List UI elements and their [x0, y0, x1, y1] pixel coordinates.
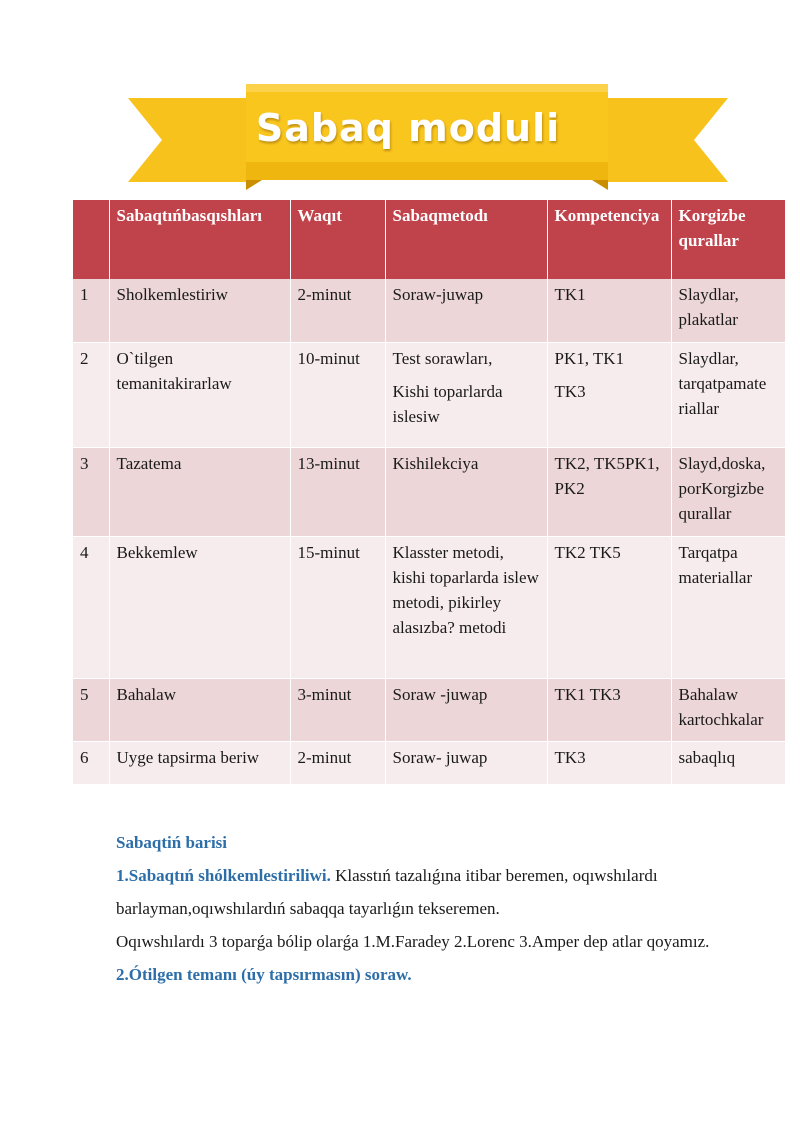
row-method: Soraw- juwap [385, 742, 547, 785]
row-competency: TK1 [547, 279, 671, 343]
section-heading: Sabaqtiń barisi [116, 833, 228, 852]
row-method: Soraw -juwap [385, 679, 547, 742]
row-competency: PK1, TK1 [554, 349, 625, 368]
row-tools: Tarqatpa materiallar [671, 537, 785, 679]
row-stage: Uyge tapsirma beriw [109, 742, 290, 785]
row-method: Klasster metodi, kishi toparlarda islew metodi, pikirley alasızba? metodi [385, 537, 547, 679]
row-competency: TK2, TK5PK1, PK2 [547, 448, 671, 537]
banner-title: Sabaq moduli [255, 106, 561, 150]
row-time: 15-minut [290, 537, 385, 679]
row-competency: TK2 TK5 [547, 537, 671, 679]
row-stage: Sholkemlestiriw [109, 279, 290, 343]
header-num [73, 200, 109, 279]
row-number: 4 [73, 537, 109, 679]
table-row [73, 537, 785, 679]
row-competency-extra: TK3 [554, 382, 586, 401]
row-method: Kishilekciya [385, 448, 547, 537]
header-time: Waqıt [290, 200, 385, 279]
row-tools: Bahalaw kartochkalar [671, 679, 785, 742]
row-number: 1 [73, 279, 109, 343]
header-method: Sabaqmetodı [385, 200, 547, 279]
row-tools: Slayd,doska, porKorgizbe qurallar [671, 448, 785, 537]
row-number: 3 [73, 448, 109, 537]
row-number: 5 [73, 679, 109, 742]
header-tools: Korgizbe qurallar [671, 200, 785, 279]
row-time: 10-minut [290, 343, 385, 448]
row-stage: O`tilgen temanitakirarlaw [109, 343, 290, 448]
row-time: 13-minut [290, 448, 385, 537]
table-row [73, 742, 785, 785]
row-tools: Slaydlar, tarqatpamate riallar [671, 343, 785, 448]
lesson-content [116, 826, 766, 991]
table-header-row [73, 200, 785, 279]
row-stage: Tazatema [109, 448, 290, 537]
row-time: 2-minut [290, 279, 385, 343]
row-competency: TK3 [547, 742, 671, 785]
lesson-table [73, 200, 786, 785]
row-competency-cell [547, 343, 671, 448]
row-stage: Bahalaw [109, 679, 290, 742]
row-tools: sabaqlıq [671, 742, 785, 785]
header-stage: Sabaqtıńbasqıshları [109, 200, 290, 279]
table-row [73, 679, 785, 742]
row-method-extra: Kishi toparlarda islesiw [392, 382, 503, 426]
row-method: Soraw-juwap [385, 279, 547, 343]
row-method: Test sorawları, [392, 349, 493, 368]
header-competency: Kompetenciya [547, 200, 671, 279]
paragraph-groups: Oqıwshılardı 3 toparǵa bólip olarǵa 1.M.Faradey 2.Lorenc 3.Amper dep atlar qoyamız. [116, 932, 710, 951]
row-time: 3-minut [290, 679, 385, 742]
row-competency: TK1 TK3 [547, 679, 671, 742]
row-number: 2 [73, 343, 109, 448]
step-1-text: Klasstıń tazalıǵına itibar beremen, oqıwshılardı barlayman,oqıwshılardıń sabaqqa tayarlıǵın tekseremen. [116, 866, 658, 918]
row-time: 2-minut [290, 742, 385, 785]
step-2-title: 2.Ótilgen temanı (úy tapsırmasın) soraw. [116, 965, 412, 984]
table-row [73, 343, 785, 448]
table-row [73, 448, 785, 537]
row-method-cell [385, 343, 547, 448]
paragraph-organization [116, 859, 766, 925]
step-1-title: 1.Sabaqtıń shólkemlestiriliwi. [116, 866, 331, 885]
row-number: 6 [73, 742, 109, 785]
row-tools: Slaydlar, plakatlar [671, 279, 785, 343]
title-banner [128, 84, 728, 196]
table-row [73, 279, 785, 343]
row-stage: Bekkemlew [109, 537, 290, 679]
